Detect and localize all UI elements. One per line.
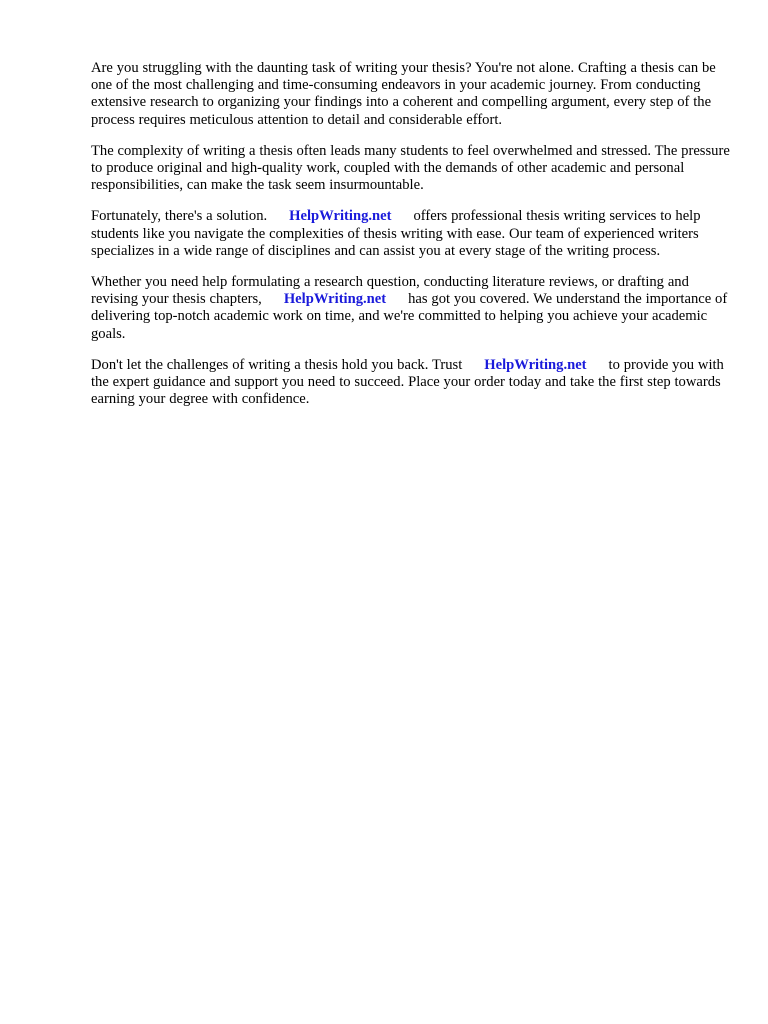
paragraph-solution <box>91 208 731 260</box>
paragraph-call-to-action <box>91 357 731 409</box>
paragraph-intro-text: Are you struggling with the daunting task of writing your thesis? You're not alone. Crafting a thesis can be one of the most challenging and time-consuming endeavors in your academic journey. From conducting extensive research to organizing your findings into a coherent and compelling argument, every step of the process requires meticulous attention to detail and considerable effort. <box>91 60 716 128</box>
paragraph-services <box>91 274 731 343</box>
paragraph-solution-after: offers professional thesis writing services to help students like you navigate the complexities of thesis writing with ease. Our team of experienced writers specializes in a wide range of disciplines and can assist you at every stage of the writing process. <box>91 208 701 259</box>
paragraph-complexity <box>91 143 731 195</box>
helpwriting-link[interactable]: HelpWriting.net <box>283 291 387 308</box>
paragraph-complexity-text: The complexity of writing a thesis often leads many students to feel overwhelmed and stressed. The pressure to produce original and high-quality work, coupled with the demands of other academic and personal responsibilities, can make the task seem insurmountable. <box>91 142 730 194</box>
paragraph-services-after: has got you covered. We understand the importance of delivering top-notch academic work on time, and we're committed to helping you achieve your academic goals. <box>91 291 728 342</box>
paragraph-cta-before: Don't let the challenges of writing a thesis hold you back. Trust <box>91 356 463 373</box>
helpwriting-link[interactable]: HelpWriting.net <box>484 356 587 373</box>
paragraph-services-before: Whether you need help formulating a research question, conducting literature reviews, or drafting and revising your thesis chapters, <box>91 274 689 308</box>
helpwriting-link[interactable]: HelpWriting.net <box>289 208 392 225</box>
paragraph-solution-before: Fortunately, there's a solution. <box>91 208 268 225</box>
paragraph-intro <box>91 60 731 129</box>
paragraph-cta-after: to provide you with the expert guidance and support you need to succeed. Place your order today and take the first step towards earning your degree with confidence. <box>91 356 724 408</box>
document-page <box>91 60 731 422</box>
